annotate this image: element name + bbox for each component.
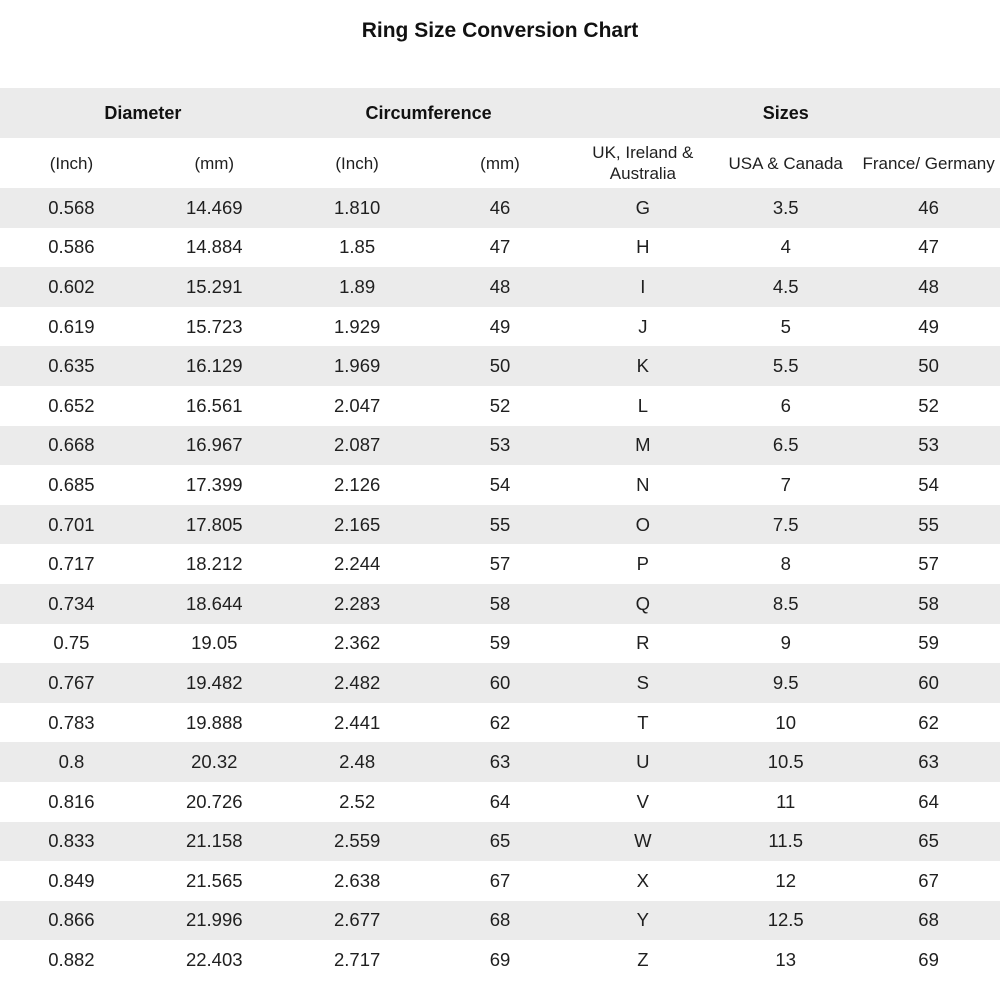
table-cell: 47: [918, 236, 939, 258]
table-row: [0, 228, 1000, 268]
table-cell: 0.635: [48, 355, 95, 377]
table-cell: 62: [918, 711, 939, 733]
column-header-circumference-inch: (Inch): [335, 153, 379, 173]
table-cell: 69: [489, 949, 511, 971]
group-header-circumference: Circumference: [365, 102, 492, 123]
table-cell: 21.565: [185, 869, 243, 891]
table-cell: 60: [918, 671, 939, 693]
table-cell: 55: [489, 513, 511, 535]
column-header-diameter-inch: (Inch): [49, 153, 94, 173]
table-cell: 46: [489, 196, 511, 218]
table-cell: R: [636, 632, 650, 654]
table-cell: 49: [489, 315, 511, 337]
table-cell: 47: [489, 236, 511, 258]
group-header-diameter: Diameter: [104, 102, 182, 123]
table-cell: 49: [918, 315, 939, 337]
table-cell: K: [636, 355, 650, 377]
table-cell: 62: [489, 711, 511, 733]
table-cell: 63: [918, 751, 939, 773]
column-header-row: [0, 138, 1000, 188]
table-cell: G: [635, 196, 651, 218]
table-cell: 2.362: [333, 632, 381, 654]
table-cell: 0.701: [48, 513, 95, 535]
table-cell: 7: [780, 473, 791, 495]
table-cell: 6: [780, 394, 791, 416]
table-cell: 3.5: [772, 196, 799, 218]
table-cell: 48: [489, 275, 511, 297]
table-cell: 67: [918, 869, 939, 891]
table-cell: 46: [918, 196, 939, 218]
table-cell: 69: [918, 949, 939, 971]
table-cell: 12: [775, 869, 796, 891]
table-cell: 0.882: [48, 949, 95, 971]
table-cell: 67: [489, 869, 511, 891]
table-cell: 2.482: [333, 671, 381, 693]
table-row: [0, 861, 1000, 901]
table-cell: 1.810: [333, 196, 381, 218]
table-row: [0, 307, 1000, 347]
table-cell: 22.403: [185, 949, 243, 971]
table-cell: Z: [637, 949, 649, 971]
table-cell: 18.644: [185, 592, 243, 614]
table-cell: 53: [489, 434, 511, 456]
table-cell: 8: [780, 553, 791, 575]
table-cell: 17.399: [185, 473, 243, 495]
table-cell: 2.244: [333, 553, 381, 575]
table-row: [0, 346, 1000, 386]
table-cell: 2.52: [339, 790, 376, 812]
table-cell: 0.602: [48, 275, 95, 297]
table-cell: 12.5: [767, 909, 804, 931]
table-cell: O: [635, 513, 651, 535]
table-cell: 11.5: [768, 830, 804, 852]
table-cell: 0.685: [48, 473, 95, 495]
table-cell: 14.884: [185, 236, 243, 258]
table-cell: 0.586: [48, 236, 95, 258]
table-cell: 4: [780, 236, 791, 258]
table-cell: 2.638: [333, 869, 381, 891]
table-row: [0, 703, 1000, 743]
table-cell: 65: [918, 830, 939, 852]
table-cell: H: [636, 236, 650, 258]
table-cell: 0.849: [48, 869, 95, 891]
table-cell: 13: [775, 949, 796, 971]
table-cell: J: [638, 315, 648, 337]
table-cell: 2.48: [339, 751, 376, 773]
table-cell: 2.087: [333, 434, 381, 456]
table-cell: 1.85: [339, 236, 376, 258]
table-row: [0, 426, 1000, 466]
table-cell: M: [635, 434, 651, 456]
table-cell: 11: [776, 790, 796, 812]
table-cell: 0.668: [48, 434, 95, 456]
table-cell: 17.805: [185, 513, 243, 535]
table-row: [0, 624, 1000, 664]
table-cell: 19.05: [191, 632, 238, 654]
table-cell: 19.482: [185, 671, 243, 693]
table-cell: 48: [918, 275, 939, 297]
table-cell: 10: [775, 711, 796, 733]
table-cell: 4.5: [772, 275, 799, 297]
table-cell: L: [637, 394, 648, 416]
table-row: [0, 505, 1000, 545]
table-body: [0, 188, 1000, 980]
column-header-circumference-mm: (mm): [480, 153, 520, 173]
table-cell: 68: [489, 909, 511, 931]
table-cell: 2.047: [333, 394, 381, 416]
table-cell: 0.717: [48, 553, 95, 575]
table-cell: X: [636, 869, 650, 891]
table-row: [0, 544, 1000, 584]
page-title: Ring Size Conversion Chart: [361, 19, 639, 42]
table-cell: 68: [918, 909, 939, 931]
table-cell: 0.75: [53, 632, 90, 654]
table-cell: 14.469: [185, 196, 243, 218]
table-row: [0, 584, 1000, 624]
table-cell: 16.129: [185, 355, 243, 377]
table-cell: 2.677: [333, 909, 381, 931]
table-row: [0, 663, 1000, 703]
table-cell: 2.441: [333, 711, 381, 733]
table-cell: 58: [489, 592, 511, 614]
table-cell: W: [634, 830, 652, 852]
table-cell: 0.568: [48, 196, 95, 218]
table-cell: 52: [489, 394, 511, 416]
table-row: [0, 267, 1000, 307]
table-cell: Y: [636, 909, 650, 931]
table-cell: 15.723: [185, 315, 243, 337]
table-cell: 5: [780, 315, 791, 337]
table-cell: 1.929: [333, 315, 381, 337]
table-cell: 0.833: [48, 830, 95, 852]
table-cell: U: [636, 751, 650, 773]
table-cell: 21.996: [185, 909, 243, 931]
table-cell: T: [637, 711, 649, 733]
table-cell: 7.5: [772, 513, 799, 535]
table-row: [0, 940, 1000, 980]
table-cell: 2.126: [333, 473, 381, 495]
column-header-uk-ireland-australia: UK, Ireland & Australia: [592, 143, 694, 183]
table-cell: 59: [489, 632, 511, 654]
table-cell: 54: [918, 473, 939, 495]
table-cell: 21.158: [185, 830, 243, 852]
table-row: [0, 465, 1000, 505]
table-cell: 18.212: [185, 553, 243, 575]
table-cell: 59: [918, 632, 939, 654]
table-cell: 19.888: [185, 711, 243, 733]
column-header-usa-canada: USA & Canada: [728, 153, 843, 173]
table-row: [0, 386, 1000, 426]
table-cell: 53: [918, 434, 939, 456]
table-cell: 57: [489, 553, 511, 575]
group-header-row: [0, 88, 1000, 138]
group-header-sizes: Sizes: [762, 102, 809, 123]
table-cell: 54: [489, 473, 511, 495]
table-cell: 9.5: [772, 671, 799, 693]
table-cell: 52: [918, 394, 939, 416]
table-cell: 2.283: [333, 592, 381, 614]
table-cell: 2.165: [333, 513, 381, 535]
table-cell: 0.783: [48, 711, 95, 733]
table-cell: 10.5: [767, 751, 804, 773]
table-cell: 64: [489, 790, 511, 812]
table-cell: 8.5: [772, 592, 799, 614]
table-cell: V: [636, 790, 650, 812]
table-cell: 65: [489, 830, 511, 852]
table-cell: S: [636, 671, 650, 693]
table-cell: 5.5: [772, 355, 799, 377]
table-cell: 1.969: [333, 355, 381, 377]
table-row: [0, 822, 1000, 862]
table-cell: 58: [918, 592, 939, 614]
table-cell: 0.734: [48, 592, 95, 614]
table-cell: 9: [780, 632, 791, 654]
table-cell: Q: [635, 592, 651, 614]
table-cell: 6.5: [772, 434, 799, 456]
table-cell: 20.32: [191, 751, 238, 773]
table-cell: 0.8: [58, 751, 85, 773]
table-cell: 16.561: [185, 394, 243, 416]
table-cell: 60: [489, 671, 511, 693]
table-row: [0, 188, 1000, 228]
table-cell: 1.89: [339, 275, 376, 297]
table-cell: 50: [489, 355, 511, 377]
table-cell: 63: [489, 751, 511, 773]
table-row: [0, 742, 1000, 782]
table-cell: 64: [918, 790, 939, 812]
column-header-diameter-mm: (mm): [194, 153, 235, 173]
table-cell: 16.967: [185, 434, 243, 456]
column-header-france-germany: France/ Germany: [862, 153, 995, 173]
table-row: [0, 782, 1000, 822]
table-cell: 55: [918, 513, 939, 535]
table-cell: 2.717: [333, 949, 381, 971]
table-cell: 20.726: [185, 790, 243, 812]
table-cell: I: [640, 275, 646, 297]
table-cell: N: [636, 473, 650, 495]
table-cell: 50: [918, 355, 939, 377]
table-cell: 0.619: [48, 315, 95, 337]
table-cell: 15.291: [185, 275, 243, 297]
table-cell: 0.652: [48, 394, 95, 416]
ring-size-conversion-table: [0, 88, 1000, 980]
table-cell: 0.816: [48, 790, 95, 812]
table-row: [0, 901, 1000, 941]
table-cell: 0.767: [48, 671, 95, 693]
table-cell: 0.866: [48, 909, 95, 931]
table-cell: P: [636, 553, 650, 575]
table-cell: 57: [918, 553, 939, 575]
table-cell: 2.559: [333, 830, 381, 852]
